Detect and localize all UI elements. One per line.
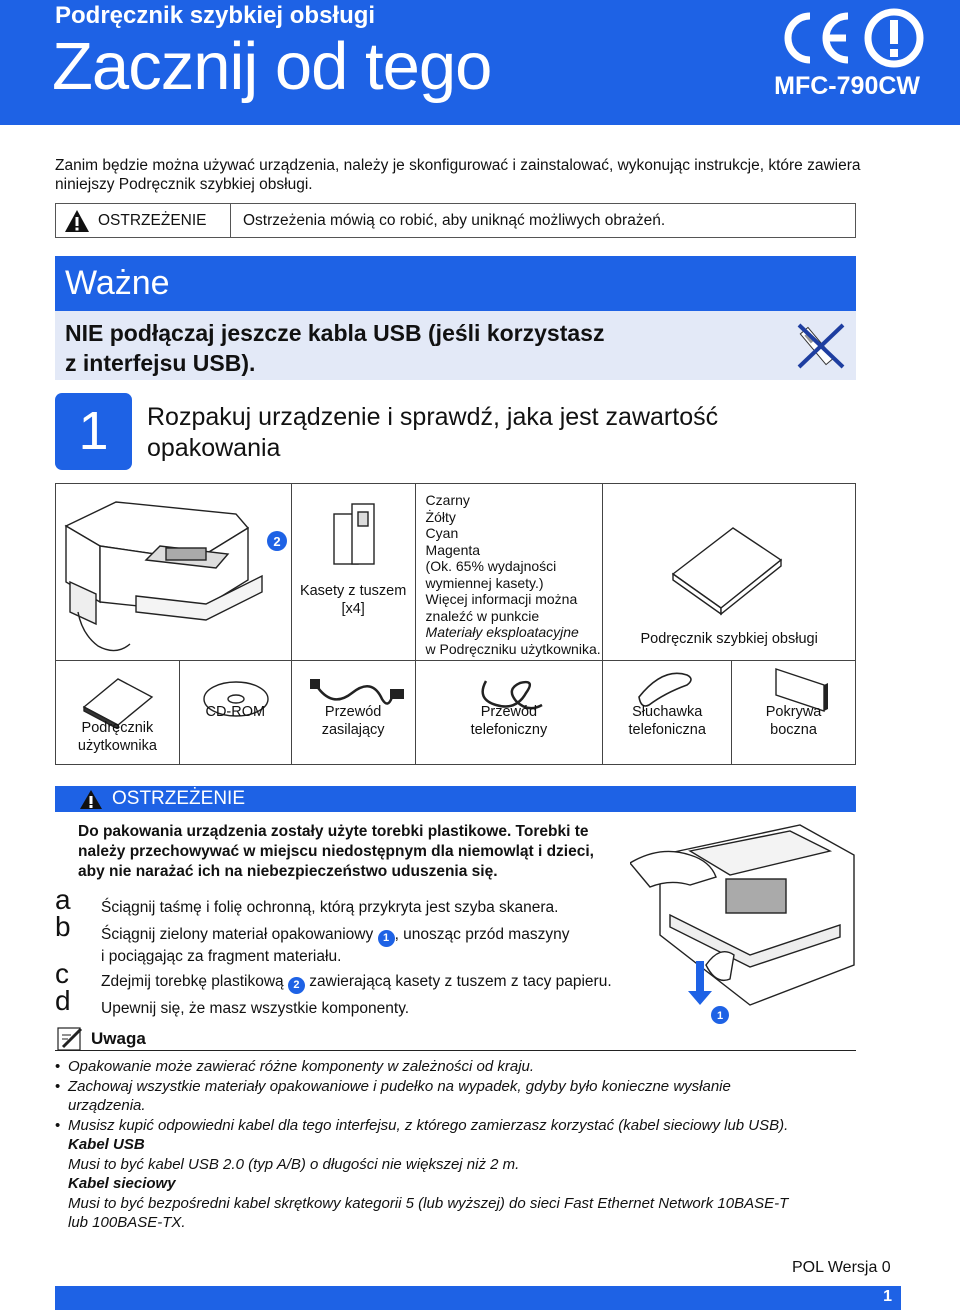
badge-2: 2 [288,977,305,994]
ce-alert-logo [770,6,930,70]
item-label-line: Słuchawka [632,704,703,720]
step-text-part: zawierającą kasety z tuszem z tacy papieru. [309,973,612,990]
version-label: POL Wersja 0 [792,1259,891,1276]
important-box [55,256,856,380]
ink-label-2: [x4] [341,601,365,617]
item-label-line: telefoniczny [470,722,548,738]
note-text: lub 100BASE-TX. [68,1214,186,1231]
warning-description: Ostrzeżenia mówią co robić, aby uniknąć możliwych obrażeń. [243,211,666,229]
item-label [292,703,415,739]
note-title: Uwaga [91,1029,146,1048]
ink-color-magenta: Magenta [425,541,481,558]
note-subheading: Kabel USB [68,1136,145,1153]
caution-label: OSTRZEŻENIE [112,788,246,809]
model-number: MFC-790CW [774,72,920,100]
note-item: • Zachowaj wszystkie materiały opakowaniowe i pudełko na wypadek, gdyby było konieczne wysłanie urządzenia. [55,1077,731,1114]
important-line-1: NIE podłączaj jeszcze kabla USB (jeśli korzystasz [65,320,605,346]
badge-1: 1 [716,1010,724,1022]
note-subheading: Kabel sieciowy [68,1175,176,1192]
caution-text: Do pakowania urządzenia zostały użyte torebki plastikowe. Torebki te należy przechowywać w miejscu niedostępnym dla niemowląt i dzieci, aby nie narażać ich na niebezpieczeństwo uduszenia się. [78,823,594,880]
guide-subtitle: Podręcznik szybkiej obsługi [55,2,376,29]
step-text-part: i pociągając za fragment materiału. [101,948,342,965]
ink-note-italic: Materiały eksploatacyjne [425,624,579,640]
item-label-line: telefoniczna [628,722,706,738]
badge-1: 1 [378,930,395,947]
note-text: Musi to być kabel USB 2.0 (typ A/B) o długości nie większej niż 2 m. [68,1155,520,1173]
unpacking-illustration [630,815,856,1025]
ink-color-black: Czarny [425,492,470,508]
step-text: Upewnij się, że masz wszystkie komponenty. [101,1000,410,1017]
page-number: 1 [883,1288,892,1305]
ink-note: Więcej informacji można [425,591,578,607]
ink-note: znaleźć w punkcie [425,607,540,624]
step-text [101,972,661,994]
step-letter: b [55,911,71,942]
item-label-line: zasilający [321,722,385,738]
ink-note: (Ok. 65% wydajności [425,558,557,574]
step-text: Ściągnij taśmę i folię ochronną, którą przykryta jest szyba skanera. [101,899,559,916]
item-cell-side-cover [732,661,856,765]
ink-cartridge-icon [292,492,416,582]
step-text [101,925,661,967]
footer-bar [55,1286,901,1310]
note-item: • Musisz kupić odpowiedni kabel dla tego interfejsu, z którego zamierzasz korzystać (kabel sieciowy lub USB). [55,1116,789,1134]
item-label: CD-ROM [205,704,266,720]
warning-triangle-icon [64,209,90,233]
step-number: 1 [55,393,132,470]
item-cell-power-cord [291,661,415,765]
step-title: Rozpakuj urządzenie i sprawdź, jaka jest zawartość opakowania [147,403,719,462]
quick-guide-label: Podręcznik szybkiej obsługi [640,631,818,647]
item-label-line: Podręcznik [81,720,154,736]
quick-guide-cell [603,484,856,661]
note-text: Musi to być bezpośredni kabel skrętkowy kategorii 5 (lub wyższej) do sieci Fast Ethernet Network 10BASE-T [68,1194,789,1212]
warning-triangle-icon [79,789,103,810]
important-message [65,318,604,378]
note-text: Zachowaj wszystkie materiały opakowaniowe i pudełko na wypadek, gdyby było konieczne wysłanie [68,1077,731,1095]
quick-guide-booklet-icon [603,504,856,634]
item-cell-handset [603,661,732,765]
step-letter: a [55,884,71,915]
ink-label-1: Kasety z tuszem [299,583,407,599]
ink-note: w Podręczniku użytkownika. [425,640,601,657]
item-label-line: Przewód [324,704,382,720]
warning-label-cell [56,204,231,237]
ink-details [426,492,601,657]
step-letter: c [55,958,69,989]
item-label [416,703,603,739]
note-pencil-icon [57,1027,85,1051]
step-text-part: Zdejmij torebkę plastikową [101,973,284,990]
intro-text: Zanim będzie można używać urządzenia, należy je skonfigurować i zainstalować, wykonując instrukcje, które zawiera niniejszy Podręcznik szybkiej obsługi. [55,157,861,193]
badge-2: 2 [273,534,281,549]
ink-note: wymiennej kasety.) [425,574,544,591]
ink-color-cyan: Cyan [425,525,459,541]
item-cell-user-guide [56,661,180,765]
important-heading: Ważne [65,264,170,302]
ink-cell [291,484,415,661]
page-title: Zacznij od tego [52,29,492,104]
note-text: urządzenia. [68,1097,146,1114]
item-label [732,703,855,739]
important-header [55,256,856,311]
machine-cell [56,484,292,661]
step-letter: d [55,985,71,1016]
header-banner [0,0,960,125]
item-cell-phone-line [415,661,603,765]
item-label-line: Pokrywa [765,704,822,720]
item-label-line: użytkownika [77,738,157,754]
note-divider [55,1050,856,1051]
step-text-part: Ściągnij zielony materiał opakowaniowy [101,926,374,943]
item-cell-cdrom [179,661,291,765]
item-label-line: boczna [770,722,817,738]
no-usb-cable-icon [796,322,846,370]
step-text-part: , unosząc przód maszyny [394,926,570,943]
item-label [56,719,179,755]
ink-details-cell [415,484,603,661]
note-text: Opakowanie może zawierać różne komponenty w zależności od kraju. [68,1058,535,1075]
package-contents-table [55,483,856,765]
note-heading [57,1027,146,1051]
item-label [603,703,731,739]
warning-label: OSTRZEŻENIE [98,211,207,229]
caution-bar [55,786,856,812]
note-item: • Opakowanie może zawierać różne komponenty w zależności od kraju. [55,1058,535,1075]
note-body [55,1057,858,1233]
machine-illustration [56,484,292,660]
ink-label [292,582,415,618]
warning-legend [55,203,856,238]
item-label-line: Przewód [480,704,538,720]
important-line-2: z interfejsu USB). [65,350,256,376]
note-text: Musisz kupić odpowiedni kabel dla tego interfejsu, z którego zamierzasz korzystać (kabel sieciowy lub USB). [68,1116,789,1134]
ink-color-yellow: Żółty [425,508,456,525]
